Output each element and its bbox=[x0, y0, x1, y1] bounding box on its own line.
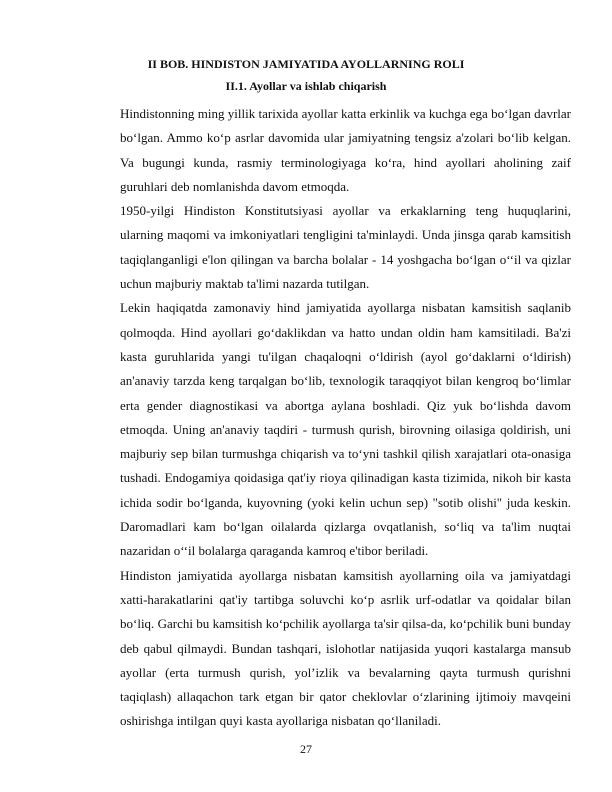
paragraph-2: 1950-yilgi Hindiston Konstitutsiyasi ayollar va erkaklarning teng huquqlarini, ularning maqomi va imkoniyatlari tengligini ta'minlaydi. Unda jinsga qarab kamsitish taqiqlanganligi e'lon qilingan va barcha bolalar - 14 yoshgacha bo‘lgan o‘‘il va qizlar uchun majburiy maktab ta'limi nazarda tutilgan. bbox=[120, 203, 571, 292]
section-title: II.1. Ayollar va ishlab chiqarish bbox=[225, 79, 387, 93]
paragraph-1: Hindistonning ming yillik tarixida ayollar katta erkinlik va kuchga ega bo‘lgan davrlar bo‘lgan. Ammo ko‘p asrlar davomida ular jamiyatning tengsiz a'zolari bo‘lib kelgan. Va bugungi kunda, rasmiy terminologiyaga ko‘ra, hind ayollari aholining zaif guruhlari deb nomlanishda davom etmoqda. bbox=[120, 106, 571, 194]
paragraph-4: Hindiston jamiyatida ayollarga nisbatan kamsitish ayollarning oila va jamiyatdagi xatti-harakatlarini qat'iy tartibga soluvchi ko‘p asrlik urf-odatlar va qoidalar bilan bo‘liq. Garchi bu kamsitish ko‘pchilik ayollarga ta'sir qilsa-da, ko‘pchilik buni bunday deb qabul qilmaydi. Bundan tashqari, islohotlar natijasida yuqori kastalarga mansub ayollar (erta turmush qurish, yol’izlik va bevalarning qayta turmush qurishni taqiqlash) allaqachon tark etgan bir qator cheklovlar o‘zlarining ijtimoiy mavqeini oshirishga intilgan quyi kasta ayollariga nisbatan qo‘llaniladi. bbox=[120, 567, 571, 729]
body-text bbox=[120, 102, 571, 734]
paragraph-3: Lekin haqiqatda zamonaviy hind jamiyatida ayollarga nisbatan kamsitish saqlanib qolmoqda. Hind ayollari go‘daklikdan va hatto undan oldin ham kamsitiladi. Ba'zi kasta guruhlarida yangi tu'ilgan chaqaloqni o‘ldirish (ayol go‘daklarni o‘ldirish) an'anaviy tarzda keng tarqalgan bo‘lib, texnologik taraqqiyot bilan kengroq bo‘limlar erta gender diagnostikasi va abortga aylana boshladi. Qiz yuk bo‘lishda davom etmoqda. Uning an'anaviy taqdiri - turmush qurish, birovning oilasiga qoldirish, uni majburiy sep bilan turmushga chiqarish va to‘yni tashkil qilish xarajatlari ota-onasiga tushadi. Endogamiya qoidasiga qat'iy rioya qilinadigan kasta tizimida, nikoh bir kasta ichida sodir bo‘lganda, kuyovning (yoki kelin uchun sep) "sotib olishi" juda keskin. Daromadlari kam bo‘lgan oilalarda qizlarga ovqatlanish, so‘liq va ta'lim nuqtai nazaridan o‘‘il bolalarga qaraganda kamroq e'tibor beriladi. bbox=[120, 300, 571, 559]
page-number: 27 bbox=[300, 742, 312, 756]
chapter-title: II BOB. HINDISTON JAMIYATIDA AYOLLARNING ROLI bbox=[147, 57, 465, 71]
